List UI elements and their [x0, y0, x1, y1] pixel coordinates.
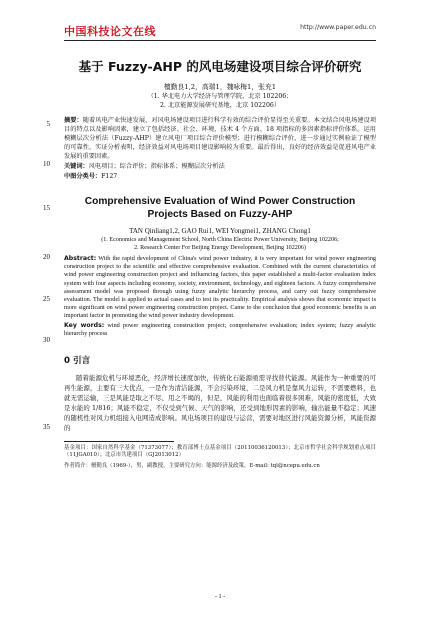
abstract-en [64, 255, 376, 321]
keywords-en-text: wind power engineering construction project; comprehensive evaluation; index system; fuzzy analytic hierarchy process [64, 321, 376, 337]
affiliation-cn-2: 2. 北京能源发展研究基地，北京 102206） [159, 102, 281, 109]
abstract-cn [64, 116, 376, 161]
authors-en: TAN Qinliang1,2, GAO Rui1, WEI Yongmei1, ZHANG Chong1 [129, 227, 311, 235]
logo-text-red: 中国科技论文在线 [64, 25, 156, 38]
keywords-cn [64, 163, 376, 171]
header-bar [0, 0, 440, 40]
intro-paragraph: 随着能源危机与环境恶化，经济增长速度加快，传统化石能源亟需寻找替代能源。风能作为一种重要的可再生能源，主要有三大优点，一是作为清洁能源，不会污染环境，二是风力机是靠风力运转，不需要燃料，也就无需运输，三是风能是取之不尽、用之不竭的，但是，风能的利用也面临着很多困难，风能的密度低，大致是水能的 1/816；风能不稳定，不仅受到气候、天气的影响，还受到地形因素的影响，输出能量不稳定；风速的随机性对风力机组接入电网造成影响。风电场项目的建设与运营，需要对地区进行风能资源分析，风能资源的 [64, 374, 376, 433]
paper-title-en: Comprehensive Evaluation of Wind Power Construction Projects Based on Fuzzy-AHP [84, 196, 356, 220]
footnote-funding: 基金项目：国家自然科学基金（71373077）；教育部博士点基金项目（20110036120013）；北京市哲学社会科学规划重点项目（11JGA010）；北京市共建项目（GJ2013012） [64, 445, 376, 459]
abstract-cn-text: 随着风电产业快速发展，对风电场建设项目进行科学有效的综合评价显得至关重要。本文结合风电场建设项目的特点以及影响因素，建立了包括经济、社会、环境、技术 4 个方面、18 项指标的多因素指标评价体系。运用模糊层次分析法（Fuzzy-AHP）建立风电厂项目综合评价模型；进行模糊综合评价，进一步通过实例验证了模型的可靠性，实证分析表明，经济效益对风电场项目建设影响较为重要。最后得出，良好的经济效益是促进风电产业发展的重要因素。 [64, 117, 377, 160]
line-number: 35 [43, 423, 50, 431]
keywords-cn-text: 风电项目；综合评价；指标体系；模糊层次分析法 [88, 163, 225, 170]
line-number: 10 [43, 160, 50, 168]
paper-title-cn: 基于 Fuzzy-AHP 的风电场建设项目综合评价研究 [78, 59, 362, 74]
affiliation-en-2: 2. Research Center For Beijing Energy Development, Beijing 102206) [134, 245, 306, 251]
classification-cn-label: 中图分类号： [64, 173, 102, 180]
line-number: 30 [43, 336, 50, 344]
classification-cn-text: F127 [101, 173, 118, 180]
classification-cn [64, 173, 376, 181]
abstract-cn-label: 摘要： [64, 117, 83, 124]
line-number: 25 [43, 295, 50, 303]
affiliation-cn-1: （1. 华北电力大学经济与管理学院，北京 102206； [147, 93, 293, 100]
paper-content [64, 48, 376, 470]
footnote-author-bio: 作者简介：檀勤良（1969-），男，副教授，主要研究方向：能源经济及政策，E-mail: tql@ncepu.edu.cn [64, 462, 320, 469]
line-number: 20 [43, 253, 50, 261]
page-number: - 1 - [214, 593, 226, 600]
authors-cn: 檀勤良1,2，高瑞1，魏咏梅1，张充1 [163, 83, 277, 91]
line-number: 5 [46, 120, 50, 128]
site-logo[interactable] [64, 23, 158, 39]
header-divider [64, 40, 376, 41]
abstract-en-label: Abstract: [64, 255, 97, 262]
line-number: 15 [43, 204, 50, 212]
footnote-divider [64, 441, 174, 442]
site-url[interactable]: http://www.paper.edu.cn [300, 24, 376, 31]
keywords-cn-label: 关键词： [64, 163, 89, 170]
affiliation-en-1: (1. Economics and Management School, North China Electric Power University, Beijing 102206; [101, 237, 339, 243]
section-title-intro: 0 引言 [64, 356, 91, 367]
keywords-en [64, 322, 376, 338]
keywords-en-label: Key words: [64, 321, 105, 329]
abstract-en-text: With the rapid development of China's wind power industry, it is very important for wind power engineering construction project to the scientific and effective comprehensive evaluation. Combined with the current characteristics of wind power engineering construction project and influencing factors, this paper established a multi-factor evaluation index system with four aspects including economy, society, environment, technology, and eighteen factors. A fuzzy comprehensive assessment model was proposed through using fuzzy analytic hierarchy process, and carry out fuzzy comprehensive evaluation. The model is applied to actual cases and to test its practicality. Empirical analysis shows that economic impact is more significant on wind power engineering construction project. Came to the conclusion that good economic benefits is an important factor in promoting the wind power industry development. [64, 255, 377, 320]
